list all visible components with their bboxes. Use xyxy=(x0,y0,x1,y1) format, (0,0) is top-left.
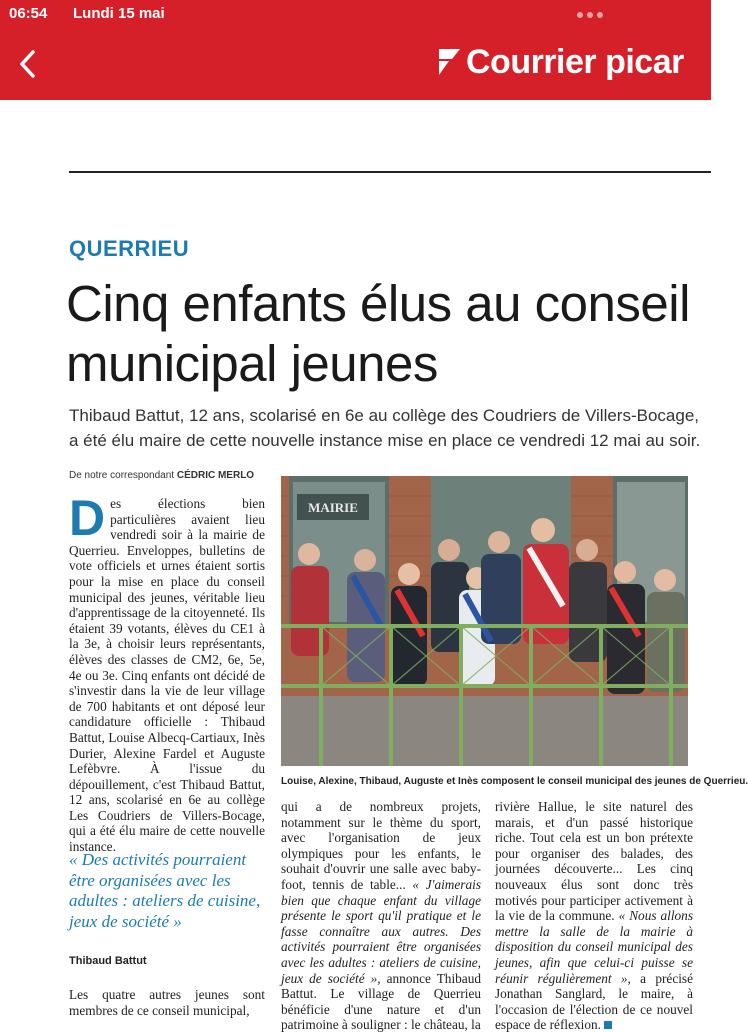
article-kicker: QUERRIEU xyxy=(69,236,190,261)
more-dots-icon[interactable] xyxy=(577,12,603,18)
brand-name: Courrier picar xyxy=(466,42,684,81)
article-lead: Thibaud Battut, 12 ans, scolarisé en 6e au collège des Coudriers de Villers-Bocage, a été élu maire de cette nouvelle instance mise en place ce vendredi 12 mai au soir. xyxy=(69,406,701,450)
article-photo[interactable] xyxy=(281,476,688,766)
brand-logo[interactable] xyxy=(436,40,684,84)
column-1-tail: Les quatre autres jeunes sont membres de ce conseil municipal, xyxy=(69,987,265,1018)
status-time: 06:54 xyxy=(9,5,48,22)
byline-prefix: De notre correspondant xyxy=(69,470,175,481)
photo-sign-text: MAIRIE xyxy=(308,500,358,515)
chevron-left-icon xyxy=(17,49,39,79)
article-column-2 xyxy=(281,799,481,1033)
column-2-text: qui a de nombreux projets, notamment sur le thème du sport, avec l'organisation de jeux olympiques pour les enfants, le souhait d'ouvrir une salle avec baby-foot, tennis de table... xyxy=(281,799,481,892)
status-date: Lundi 15 mai xyxy=(73,5,165,22)
drop-cap: D xyxy=(69,490,106,546)
column-3-quote: « Nous allons mettre la salle de la mairie à disposition du conseil municipal des jeunes, afin que celui-ci puisse se réunir régulièrement », xyxy=(495,908,694,986)
column-3-text: rivière Hallue, le site naturel des marais, et d'un passé historique riche. Tout cela est un bon prétexte pour organiser des balades, des journées découverte... Les cinq nouveaux élus sont donc très motivés pour participer activement à la vie de la commune. xyxy=(495,799,693,924)
byline-author: CÉDRIC MERLO xyxy=(176,470,255,481)
article-headline: Cinq enfants élus au conseil municipal jeunes xyxy=(66,275,690,392)
article-end-mark xyxy=(604,1021,612,1029)
column-1-text: es élections bien particulières avaient lieu vendredi soir à la mairie de Querrieu. Enveloppes, bulletins de vote officiels et urnes étaient sortis pour la mise en place du conseil municipal des jeunes, véritable lieu d'apprentissage de la citoyenneté. Ils étaient 39 votants, élèves du CE1 à la 3e, à choisir leurs représentants, élèves des classes de CM2, 6e, 5e, 4e ou 3e. Cinq enfants ont décidé de s'investir dans la vie de leur village de 700 habitants et ont déposé leur candidature officielle : Thibaud Battut, Louise Albecq-Cartiaux, Inès Durier, Alexine Fardel et Auguste Lefèbvre. À l'issue du dépouillement, c'est Thibaud Battut, 12 ans, scolarisé en 6e au collège Les Coudriers de Villers-Bocage, qui a été élu maire de cette nouvelle instance. xyxy=(69,496,265,855)
pull-quote: « Des activités pourraient être organisées avec les adultes : ateliers de cuisine, jeux de société » xyxy=(69,850,261,931)
article-column-3 xyxy=(495,799,693,1033)
column-2-text-2: annonce Thibaud Battut. Le village de Querrieu bénéficie d'une nature et d'un patrimoine à souligner : le château, la xyxy=(281,970,482,1033)
article-byline xyxy=(69,470,254,481)
column-3-text-2: a précisé Jonathan Sanglard, le maire, à l'occasion de l'élection de ce nouvel espace de réflexion. xyxy=(495,970,693,1033)
header-rule xyxy=(69,171,711,173)
article-column-1 xyxy=(69,490,265,855)
pull-quote-author: Thibaud Battut xyxy=(69,955,147,967)
courrier-picard-logo xyxy=(436,47,462,77)
app-bar xyxy=(0,0,711,100)
photo-caption: Louise, Alexine, Thibaud, Auguste et Inès composent le conseil municipal des jeunes de Querrieu. xyxy=(281,776,748,787)
column-2-quote: « J'aimerais bien que chaque enfant du village présente le sport qu'il pratique et le fasse connaître aux autres. Des activités pourraient être organisées avec les adultes : ateliers de cuisine, jeux de société », xyxy=(281,876,481,986)
back-button[interactable] xyxy=(8,44,48,84)
group-photo-illustration xyxy=(281,476,688,766)
